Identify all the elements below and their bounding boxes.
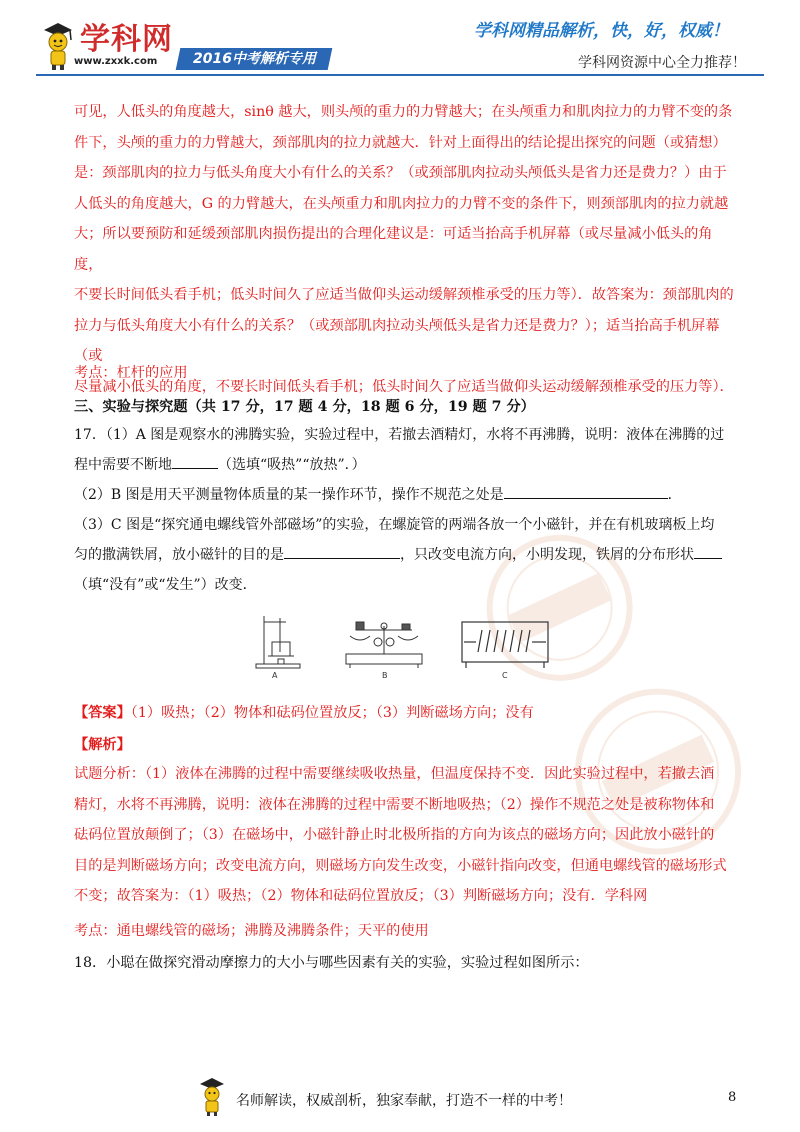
exam-banner xyxy=(176,48,333,70)
question-18: 18．小聪在做探究滑动摩擦力的大小与哪些因素有关的实验，实验过程如图所示： xyxy=(74,955,589,971)
analysis-block xyxy=(74,759,734,912)
q17-blank-4 xyxy=(694,546,722,559)
figure-b-label: B xyxy=(382,671,388,680)
q17-p3-middle: ，只改变电流方向，小明发现，铁屑的分布形状 xyxy=(400,547,694,563)
q17-part1-line2 xyxy=(74,450,734,480)
q17-blank-2 xyxy=(504,486,668,499)
figure-a-boiling-icon xyxy=(256,616,300,668)
q17-part3-line3: （填“没有”或“发生”）改变． xyxy=(74,577,257,593)
figure-a-label: A xyxy=(272,671,278,680)
q17-part3-line1: （3）C 图是“探究通电螺线管外部磁场”的实验，在螺旋管的两端各放一个小磁针，并在有机玻璃板上均 xyxy=(74,517,715,533)
footer-mascot-icon xyxy=(198,1076,226,1118)
prev-analysis-line-2: 件下，头颅的重力的力臂越大，颈部肌肉的拉力就越大．针对上面得出的结论提出探究的问题（或猜想） xyxy=(74,134,727,151)
logo-wordmark: 学科网 xyxy=(80,22,173,57)
exam-banner-label: 2016中考解析专用 xyxy=(192,51,316,67)
analysis-line-2: 精灯，水将不再沸腾，说明：液体在沸腾的过程中需要不断地吸热；（2）操作不规范之处是被称物体和 xyxy=(74,796,715,813)
analysis-line-4: 目的是判断磁场方向；改变电流方向，则磁场方向发生改变，小磁针指向改变，但通电螺线管的磁场形式 xyxy=(74,857,727,874)
q17-part3-line2 xyxy=(74,540,734,570)
prev-analysis-line-6: 不要长时间低头看手机；低头时间久了应适当做仰头运动缓解颈椎承受的压力等）．故答案为：颈部肌肉的 xyxy=(74,287,734,303)
q17-blank-1 xyxy=(172,456,218,469)
header-slogan xyxy=(474,16,729,41)
prev-analysis-line-7: 拉力与低头角度大小有什么的关系？（或颈部肌肉拉动头颅低头是省力还是费力？）；适当抬高手机屏幕（或 xyxy=(74,317,720,364)
section-title: 三、实验与探究题（共 17 分，17 题 4 分，18 题 6 分，19 题 7 分） xyxy=(74,399,535,415)
header-recommend: 学科网资源中心全力推荐！ xyxy=(578,55,746,71)
prev-analysis-line-5: 大；所以要预防和延缓颈部肌肉损伤提出的合理化建议是：可适当抬高手机屏幕（或尽量减小低头的角度， xyxy=(74,226,713,273)
q17-p1-suffix: （选填“吸热”“放热”．） xyxy=(218,457,366,473)
footer-slogan: 名师解读，权威剖析，独家奉献，打造不一样的中考！ xyxy=(236,1093,572,1109)
analysis-line-1: 试题分析：（1）液体在沸腾的过程中需要继续吸收热量，但温度保持不变．因此实验过程中，若撤去酒 xyxy=(74,766,715,782)
q17-part2-line xyxy=(74,480,734,510)
logo-url: www.zxxk.com xyxy=(74,56,158,67)
figure-c-label: C xyxy=(502,671,508,680)
answer-label: 【答案】 xyxy=(74,705,131,721)
q17-p2-prefix: （2）B 图是用天平测量物体质量的某一操作环节，操作不规范之处是 xyxy=(74,487,504,503)
answer-line xyxy=(74,702,534,722)
header-divider xyxy=(36,74,764,76)
answer-text: （1）吸热；（2）物体和砝码位置放反；（3）判断磁场方向；没有 xyxy=(130,705,534,721)
question-17 xyxy=(74,420,734,600)
page-header xyxy=(0,0,800,84)
q17-p3-prefix: 匀的撒满铁屑，放小磁针的目的是 xyxy=(74,547,284,563)
analysis-line-5: 不变；故答案为：（1）吸热；（2）物体和砝码位置放反；（3）判断磁场方向；没有．学科网 xyxy=(74,888,648,904)
prev-analysis-line-8: 尽量减小低头的角度，不要长时间低头看手机；低头时间久了应适当做仰头运动缓解颈椎承受的压力等）． xyxy=(74,378,734,395)
figure-b-balance-icon xyxy=(346,622,422,668)
prev-analysis-line-3: 是：颈部肌肉的拉力与低头角度大小有什么的关系？（或颈部肌肉拉动头颅低头是省力还是费力？）由于 xyxy=(74,165,727,181)
mascot-logo-icon xyxy=(40,20,76,72)
experiment-figures xyxy=(252,612,556,682)
prev-analysis-line-4: 人低头的角度越大，G 的力臂越大，在头颅重力和肌肉拉力的力臂不变的条件下，则颈部肌肉的拉力就越 xyxy=(74,195,729,212)
slogan-text: 学科网精品解析，快，好，权威！ xyxy=(474,21,729,41)
analysis-kaodian: 考点：通电螺线管的磁场；沸腾及沸腾条件；天平的使用 xyxy=(74,923,429,939)
analysis-label: 【解析】 xyxy=(74,737,131,753)
analysis-line-3: 砝码位置放颠倒了；（3）在磁场中，小磁针静止时北极所指的方向为该点的磁场方向；因此放小磁针的 xyxy=(74,827,715,843)
page-number: 8 xyxy=(728,1090,737,1105)
q17-p1-prefix: 程中需要不断地 xyxy=(74,457,172,473)
q17-part1-line1: 17．（1）A 图是观察水的沸腾实验，实验过程中，若撤去酒精灯，水将不再沸腾，说明：液体在沸腾的过 xyxy=(74,427,725,443)
q17-p2-suffix: ． xyxy=(667,487,682,503)
figure-c-solenoid-icon xyxy=(462,622,548,668)
prev-analysis-line-1: 可见，人低头的角度越大，sinθ 越大，则头颅的重力的力臂越大；在头颅重力和肌肉拉力的力臂不变的条 xyxy=(74,104,733,120)
q17-blank-3 xyxy=(284,546,400,559)
prev-kaodian: 考点：杠杆的应用 xyxy=(74,365,188,381)
prev-analysis-block xyxy=(74,97,734,402)
